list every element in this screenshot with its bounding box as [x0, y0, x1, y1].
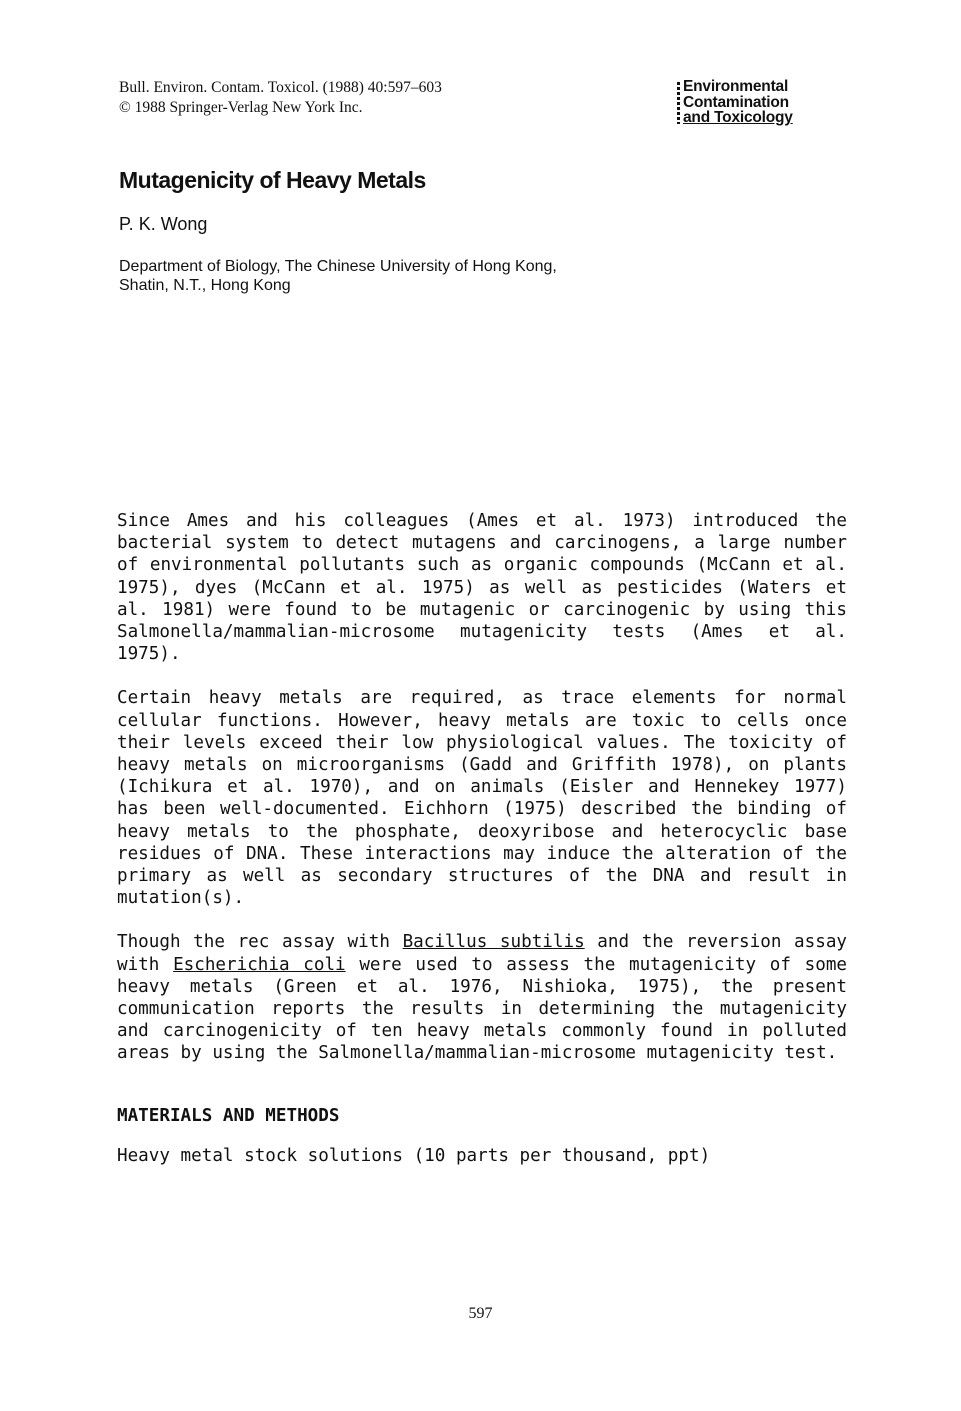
article-body [117, 510, 847, 1189]
paragraph-text: Though the rec assay with [117, 932, 403, 953]
citation-line-1: Bull. Environ. Contam. Toxicol. (1988) 40:597–603 [119, 79, 442, 96]
author-affiliation [119, 257, 557, 295]
logo-line-3: and Toxicology [683, 109, 793, 126]
organism-name: Bacillus subtilis [402, 932, 585, 953]
citation-line-2: © 1988 Springer-Verlag New York Inc. [119, 99, 363, 116]
paragraph-introduction: Since Ames and his colleagues (Ames et al. 1973) introduced the bacterial system to detect mutagens and carcinogens, a large number of environmental pollutants such as organic compounds (McCann et al. 1975), dyes (McCann et al. 1975) as well as pesticides (Waters et al. 1981) were found to be mutagenic or carcinogenic by using this Salmonella/mammalian-microsome mutagenicity tests (Ames et al. 1975). [117, 511, 847, 665]
paragraph-text: and the reversion assay with [117, 932, 848, 975]
organism-name: Escherichia coli [173, 954, 346, 975]
paragraph-heavy-metals: Certain heavy metals are required, as trace elements for normal cellular functions. However, heavy metals are toxic to cells once their levels exceed their low physiological values. The toxicity of heavy metals on microorganisms (Gadd and Griffith 1978), on plants (Ichikura et al. 1970), and on animals (Eisler and Hennekey 1977) has been well-documented. Eichhorn (1975) described the binding of heavy metals to the phosphate, deoxyribose and heterocyclic base residues of DNA. These interactions may induce the alteration of the primary as well as secondary structures of the DNA and result in mutation(s). [117, 688, 847, 909]
section-heading-methods: MATERIALS AND METHODS [117, 1105, 340, 1126]
logo-bar-mark [677, 82, 680, 124]
article-title: Mutagenicity of Heavy Metals [119, 167, 426, 193]
paragraph-present-study [117, 931, 847, 1064]
journal-citation [119, 78, 442, 118]
affiliation-line-2: Shatin, N.T., Hong Kong [119, 277, 291, 294]
page-number: 597 [468, 1305, 493, 1322]
author-name: P. K. Wong [119, 214, 208, 234]
paragraph-methods: Heavy metal stock solutions (10 parts per thousand, ppt) [117, 1145, 711, 1166]
affiliation-line-1: Department of Biology, The Chinese University of Hong Kong, [119, 258, 557, 275]
logo-line-2: Contamination [683, 93, 789, 111]
logo-line-1: Environmental [683, 78, 789, 95]
journal-logo [677, 79, 847, 126]
paragraph-text: were used to assess the mutagenicity of some heavy metals (Green et al. 1976, Nishioka, 1975), the present communication reports the results in determining the mutagenicity and carcinogenicity of ten heavy metals commonly found in polluted areas by using the Salmonella/mammalian-microsome mutagenicity test. [117, 954, 848, 1064]
